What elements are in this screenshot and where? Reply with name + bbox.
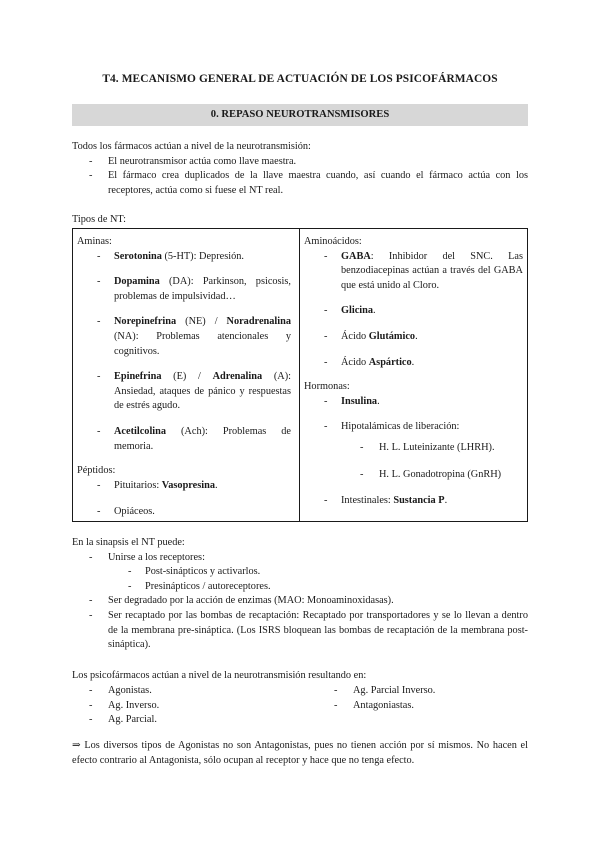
list-item: - Glicina. bbox=[304, 304, 523, 319]
list-item: - Unirse a los receptores: - Post-sinápticos y activarlos. - Presinápticos / autoreceptores. bbox=[72, 551, 528, 595]
synapse-block bbox=[72, 536, 528, 653]
aminas-list bbox=[77, 250, 291, 455]
section-heading: 0. REPASO NEUROTRANSMISORES bbox=[72, 104, 528, 126]
nt-table-left-column bbox=[73, 229, 300, 521]
receptors-sublist bbox=[72, 565, 528, 594]
list-item: - Presinápticos / autoreceptores. bbox=[72, 580, 528, 595]
psychodrugs-lead: Los psicofármacos actúan a nivel de la neurotransmisión resultando en: bbox=[72, 670, 367, 681]
conclusion-text: Los diversos tipos de Agonistas no son Antagonistas, pues no tienen acción por sí mismos. No hacen el efecto contrario al Antagonista, sólo ocupan al receptor y hace que no tenga efecto. bbox=[72, 740, 528, 766]
list-item: - Ag. Parcial Inverso. bbox=[317, 684, 545, 699]
aminoacidos-list bbox=[304, 250, 523, 371]
arrow-icon: ⇒ bbox=[72, 740, 81, 751]
list-item: - Dopamina (DA): Parkinson, psicosis, problemas de impulsividad… bbox=[77, 275, 291, 304]
peptidos-list bbox=[77, 479, 291, 519]
list-item: - Intestinales: Sustancia P. bbox=[304, 494, 523, 509]
synapse-lead: En la sinapsis el NT puede: bbox=[72, 537, 185, 548]
psychodrugs-col-2 bbox=[317, 684, 545, 713]
list-item: - Serotonina (5-HT): Depresión. bbox=[77, 250, 291, 265]
list-item: - Ácido Glutámico. bbox=[304, 330, 523, 345]
conclusion-paragraph bbox=[72, 739, 528, 768]
list-item: - Ácido Aspártico. bbox=[304, 356, 523, 371]
psychodrugs-col-1 bbox=[72, 684, 300, 728]
list-item: - Hipotalámicas de liberación: - H. L. Luteinizante (LHRH). - H. L. Gonadotropina (GnRH) bbox=[304, 420, 523, 482]
list-item: - H. L. Luteinizante (LHRH). bbox=[341, 441, 523, 456]
list-item: - Norepinefrina (NE) / Noradrenalina (NA): Problemas atencionales y cognitivos. bbox=[77, 315, 291, 359]
list-item: - Ag. Parcial. bbox=[72, 713, 300, 728]
list-item: - Ser recaptado por las bombas de recaptación: Recaptado por transportadores y se lo llevan a dentro de la membrana pre-sináptica. (Los ISRS bloquean las bombas de recaptación de la membrana post-sináptica). bbox=[72, 609, 528, 653]
nt-types-table bbox=[72, 228, 528, 522]
list-item: - Antagoniastas. bbox=[317, 699, 545, 714]
list-item: - Post-sinápticos y activarlos. bbox=[72, 565, 528, 580]
list-item: - Ag. Inverso. bbox=[72, 699, 300, 714]
list-item: - Opiáceos. bbox=[77, 505, 291, 520]
list-item: - Epinefrina (E) / Adrenalina (A): Ansiedad, ataques de pánico y respuestas de estrés agudo. bbox=[77, 370, 291, 414]
list-item: - GABA: Inhibidor del SNC. Las benzodiacepinas actúan a través del GABA que está unido al Cloro. bbox=[304, 250, 523, 294]
intro-lead: Todos los fármacos actúan a nivel de la neurotransmisión: bbox=[72, 141, 311, 152]
hipotalamicas-sublist bbox=[341, 441, 523, 482]
list-item: - El neurotransmisor actúa como llave maestra. bbox=[72, 155, 528, 170]
list-item: - El fármaco crea duplicados de la llave maestra cuando, así cuando el fármaco actúa con los receptores, actúa como si fuese el NT real. bbox=[72, 169, 528, 198]
synapse-list bbox=[72, 551, 528, 653]
hormonas-list bbox=[304, 395, 523, 509]
category-aminas: Aminas: bbox=[77, 236, 112, 247]
category-peptidos: Péptidos: bbox=[77, 465, 116, 477]
list-item: - Pituitarios: Vasopresina. bbox=[77, 479, 291, 494]
document-title: T4. MECANISMO GENERAL DE ACTUACIÓN DE LOS PSICOFÁRMACOS bbox=[102, 73, 498, 85]
list-item: - Acetilcolina (Ach): Problemas de memoria. bbox=[77, 425, 291, 454]
list-item: - Insulina. bbox=[304, 395, 523, 410]
nt-table-right-column bbox=[300, 229, 527, 521]
category-hormonas: Hormonas: bbox=[304, 381, 350, 393]
list-item: - Ser degradado por la acción de enzimas (MAO: Monoaminoxidasas). bbox=[72, 594, 528, 609]
list-item: - H. L. Gonadotropina (GnRH) bbox=[341, 468, 523, 483]
intro-list bbox=[72, 155, 528, 199]
category-aminoacidos: Aminoácidos: bbox=[304, 236, 362, 247]
intro-block bbox=[72, 140, 528, 198]
list-item: - Agonistas. bbox=[72, 684, 300, 699]
nt-types-label: Tipos de NT: bbox=[72, 214, 127, 225]
